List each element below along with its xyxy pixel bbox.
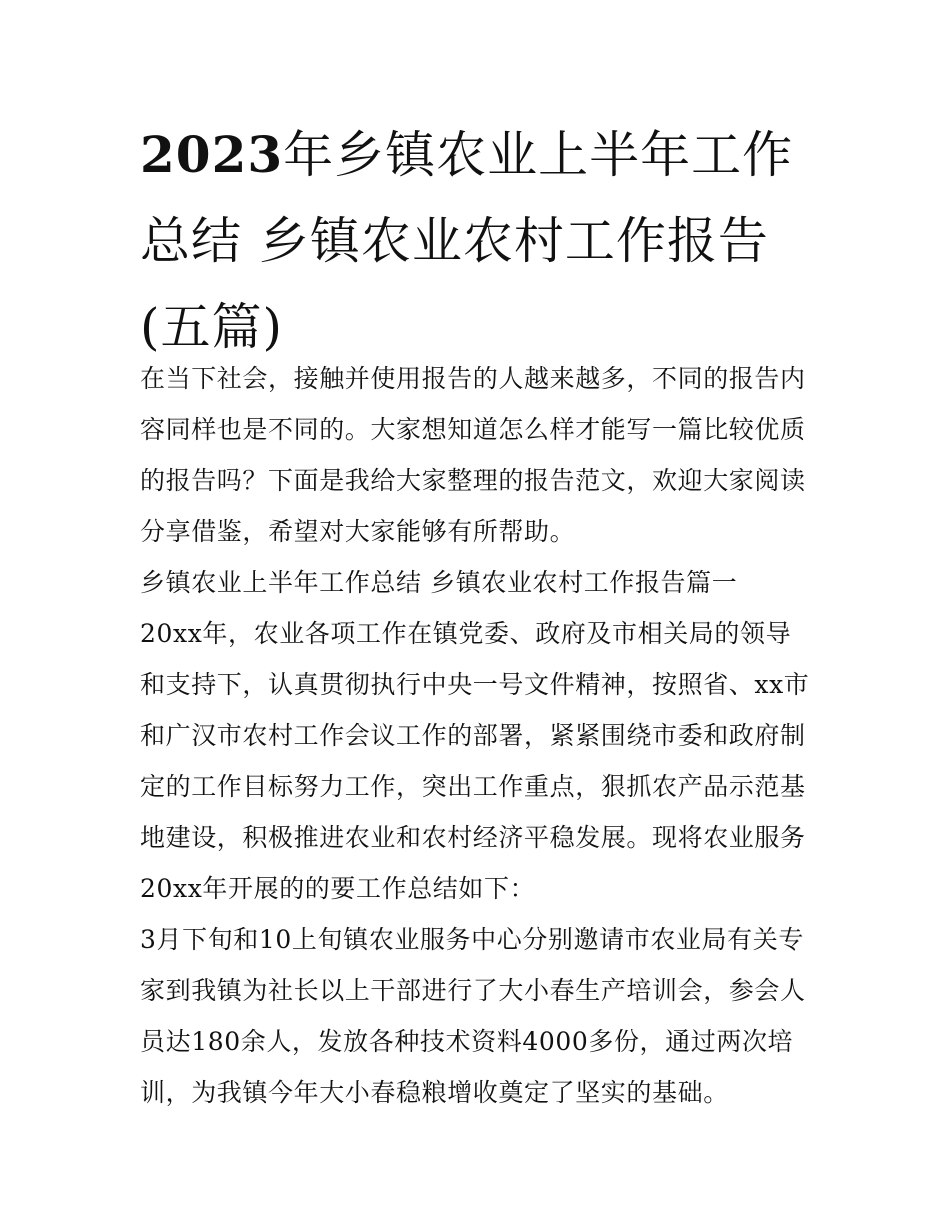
summary-paragraph: 20xx年，农业各项工作在镇党委、政府及市相关局的领导和支持下，认真贯彻执行中央一号文件精神，按照省、xx市和广汉市农村工作会议工作的部署，紧紧围绕市委和政府制定的工作目标努力工作，突出工作重点，狠抓农产品示范基地建设，积极推进农业和农村经济平稳发展。现将农业服务20xx年开展的的要工作总结如下： (140, 619, 810, 903)
document-body (140, 353, 815, 1118)
title-text: 年乡镇农业上半年工作总结 乡镇农业农村工作报告(五篇) (140, 126, 794, 356)
title-year: 2023 (140, 125, 284, 184)
intro-paragraph: 在当下社会，接触并使用报告的人越来越多，不同的报告内容同样也是不同的。大家想知道怎么样才能写一篇比较优质的报告吗？下面是我给大家整理的报告范文，欢迎大家阅读分享借鉴，希望对大家能够有所帮助。 (140, 364, 806, 546)
document-title (140, 112, 820, 370)
training-paragraph: 3月下旬和10上旬镇农业服务中心分别邀请市农业局有关专家到我镇为社长以上干部进行了大小春生产培训会，参会人员达180余人，发放各种技术资料4000多份，通过两次培训，为我镇今年大小春稳粮增收奠定了坚实的基础。 (140, 925, 806, 1107)
section-heading: 乡镇农业上半年工作总结 乡镇农业农村工作报告篇一 (140, 568, 738, 597)
